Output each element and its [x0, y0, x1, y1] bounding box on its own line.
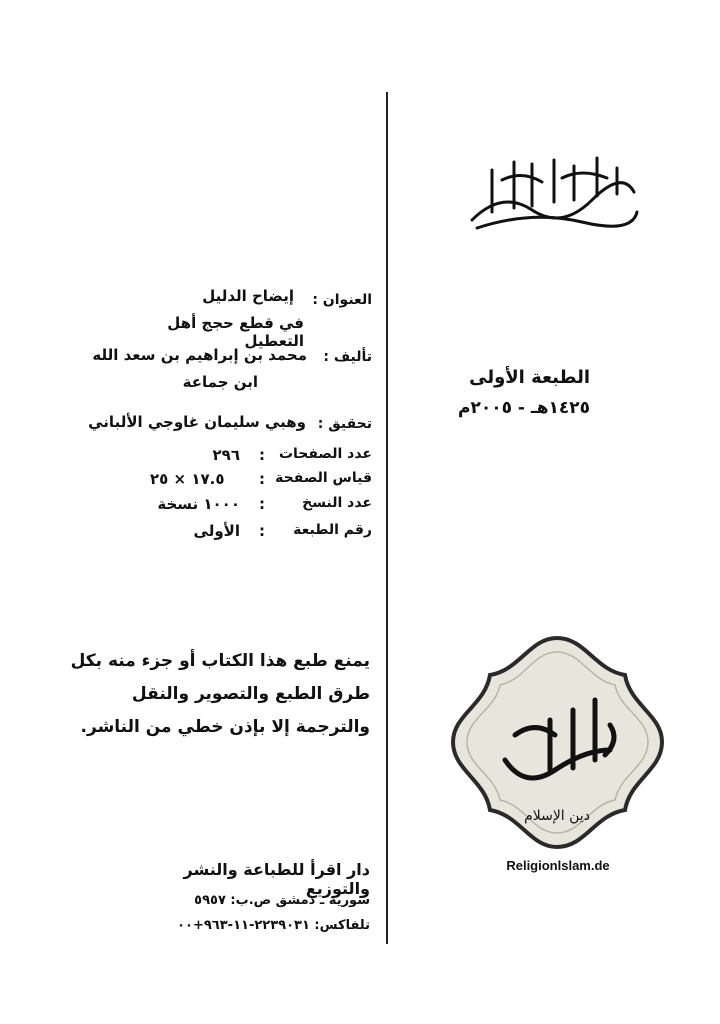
edition-no-label: رقم الطبعة	[293, 522, 372, 538]
basmala-calligraphy	[462, 150, 642, 235]
edition-label: الطبعة الأولى	[469, 367, 590, 388]
author-line2: ابن جماعة	[182, 373, 258, 391]
copyright-notice	[70, 645, 370, 744]
pages-label: عدد الصفحات	[278, 446, 372, 462]
size-colon: :	[259, 470, 265, 488]
notice-line: يمنع طبع هذا الكتاب أو جزء منه بكل	[70, 651, 370, 671]
editor-name: وهبي سليمان غاوجي الألباني	[88, 413, 306, 431]
title-label: العنوان :	[312, 292, 372, 308]
logo-url: Religionlslam.de	[506, 858, 610, 873]
author-line1: محمد بن إبراهيم بن سعد الله	[92, 346, 307, 364]
size-label: قياس الصفحة	[275, 470, 372, 486]
size-value: ١٧.٥ × ٢٥	[150, 470, 225, 488]
publisher-name: دار اقرأ للطباعة والنشر والتوزيع	[183, 860, 370, 898]
copies-label: عدد النسخ	[302, 495, 372, 511]
publisher-phone: تلفاكس: ٢٢٣٩٠٣١-١١-٩٦٣+٠٠	[177, 918, 370, 933]
logo-text: دين الإسلام	[524, 808, 590, 824]
editor-label: تحقيق :	[317, 416, 372, 432]
edition-no-colon: :	[259, 522, 265, 540]
author-label: تأليف :	[323, 349, 372, 365]
edition-date: ١٤٢٥هـ - ٢٠٠٥م	[458, 398, 590, 418]
title-line2: في قطع حجج أهل التعطيل	[167, 314, 304, 350]
column-divider	[386, 92, 388, 944]
notice-line: طرق الطبع والتصوير والنقل	[131, 684, 370, 704]
copies-colon: :	[259, 495, 265, 513]
publisher-address: سورية ـ دمشق ص.ب: ٥٩٥٧	[194, 893, 370, 908]
copies-value: ١٠٠٠ نسخة	[157, 495, 240, 513]
pages-colon: :	[259, 446, 265, 464]
title-line1: إيضاح الدليل	[202, 287, 294, 305]
edition-no-value: الأولى	[193, 522, 240, 540]
edition-block	[430, 366, 590, 420]
publisher-logo	[445, 630, 670, 855]
pages-value: ٢٩٦	[212, 446, 240, 464]
notice-line: والترجمة إلا بإذن خطي من الناشر.	[80, 717, 370, 737]
